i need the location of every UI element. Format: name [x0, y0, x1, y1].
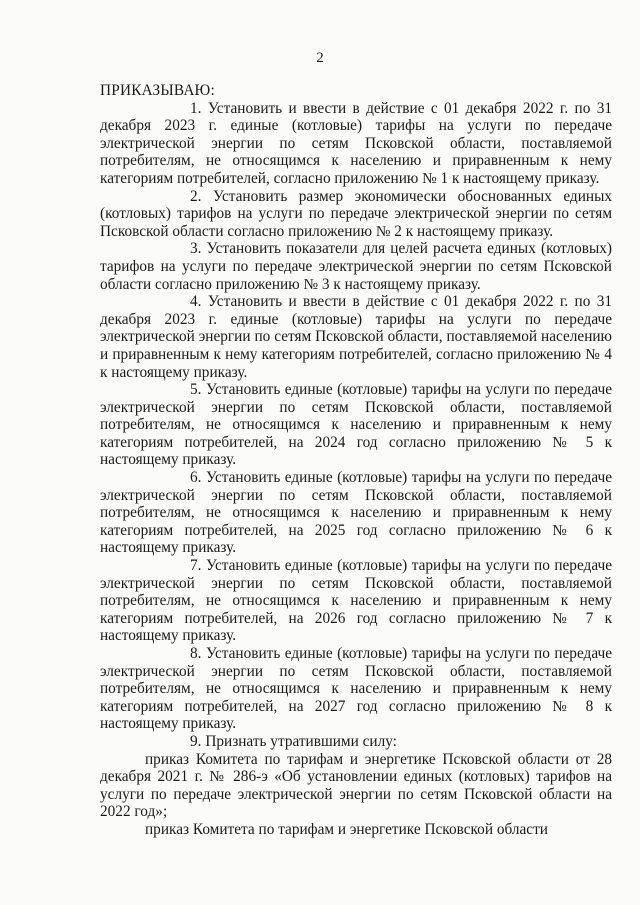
- item-number: 2.: [190, 187, 202, 205]
- item-number: 4.: [190, 293, 202, 311]
- item-text: Установить размер экономически обоснованных единых (котловых) тарифов на услуги по передаче электрической энергии по сетям Псковской области согласно приложению № 2 к настоящему приказу.: [100, 187, 612, 240]
- order-item-7: [100, 557, 612, 645]
- item-number: 3.: [190, 240, 202, 258]
- order-item-5: [100, 381, 612, 469]
- revoked-order-2: приказ Комитета по тарифам и энергетике Псковской области: [145, 820, 548, 838]
- item-text: Установить единые (котловые) тарифы на услуги по передаче электрической энергии по сетям Псковской области, поставляемой потребителям, не относящимся к населению и приравненным к нему категориям потребителей, на 2027 год согласно приложению № 8 к настоящему приказу.: [100, 645, 612, 733]
- order-item-9: [100, 733, 612, 751]
- order-item-6: [100, 469, 612, 557]
- item-text: Установить единые (котловые) тарифы на услуги по передаче электрической энергии по сетям Псковской области, поставляемой потребителям, не относящимся к населению и приравненным к нему категориям потребителей, на 2025 год согласно приложению № 6 к настоящему приказу.: [100, 469, 612, 557]
- item-text: Установить и ввести в действие с 01 декабря 2022 г. по 31 декабря 2023 г. единые (котловые) тарифы на услуги по передаче электрической энергии по сетям Псковской области, поставляемой потребителям, не относящимся к населению и приравненным к нему категориям потребителей, согласно приложению № 1 к настоящему приказу.: [100, 99, 612, 187]
- item-text: Установить единые (котловые) тарифы на услуги по передаче электрической энергии по сетям Псковской области, поставляемой потребителям, не относящимся к населению и приравненным к нему категориям потребителей, на 2024 год согласно приложению № 5 к настоящему приказу.: [100, 381, 612, 469]
- item-number: 7.: [190, 557, 202, 575]
- item-number: 1.: [190, 99, 202, 117]
- document-body: [100, 82, 612, 839]
- page-number: 2: [316, 50, 324, 66]
- order-item-2: [100, 188, 612, 241]
- revoked-order-1: приказ Комитета по тарифам и энергетике Псковской области от 28 декабря 2021 г. № 286-э «Об установлении единых (котловых) тарифов на услуги по передаче электрической энергии по сетям Псковской области на 2022 год»;: [100, 750, 612, 821]
- order-item-8: [100, 645, 612, 733]
- item-number: 8.: [190, 645, 202, 662]
- item-number: 9.: [190, 732, 202, 750]
- item-text: Установить и ввести в действие с 01 декабря 2022 г. по 31 декабря 2023 г. единые (котловые) тарифы на услуги по передаче электрической энергии по сетям Псковской области, поставляемой населению и приравненным к нему категориям потребителей, согласно приложению № 4 к настоящему приказу.: [100, 293, 612, 381]
- item-text: Установить единые (котловые) тарифы на услуги по передаче электрической энергии по сетям Псковской области, поставляемой потребителям, не относящимся к населению и приравненным к нему категориям потребителей, на 2026 год согласно приложению № 7 к настоящему приказу.: [100, 557, 612, 645]
- order-item-3: [100, 240, 612, 293]
- order-item-1: [100, 100, 612, 188]
- item-text: Признать утратившими силу:: [205, 732, 397, 750]
- item-number: 5.: [190, 381, 202, 399]
- order-item-4: [100, 293, 612, 381]
- item-text: Установить показатели для целей расчета единых (котловых) тарифов на услуги по передаче электрической энергии по сетям Псковской области согласно приложению № 3 к настоящему приказу.: [100, 240, 612, 293]
- item-number: 6.: [190, 469, 202, 487]
- order-heading: ПРИКАЗЫВАЮ:: [100, 82, 215, 99]
